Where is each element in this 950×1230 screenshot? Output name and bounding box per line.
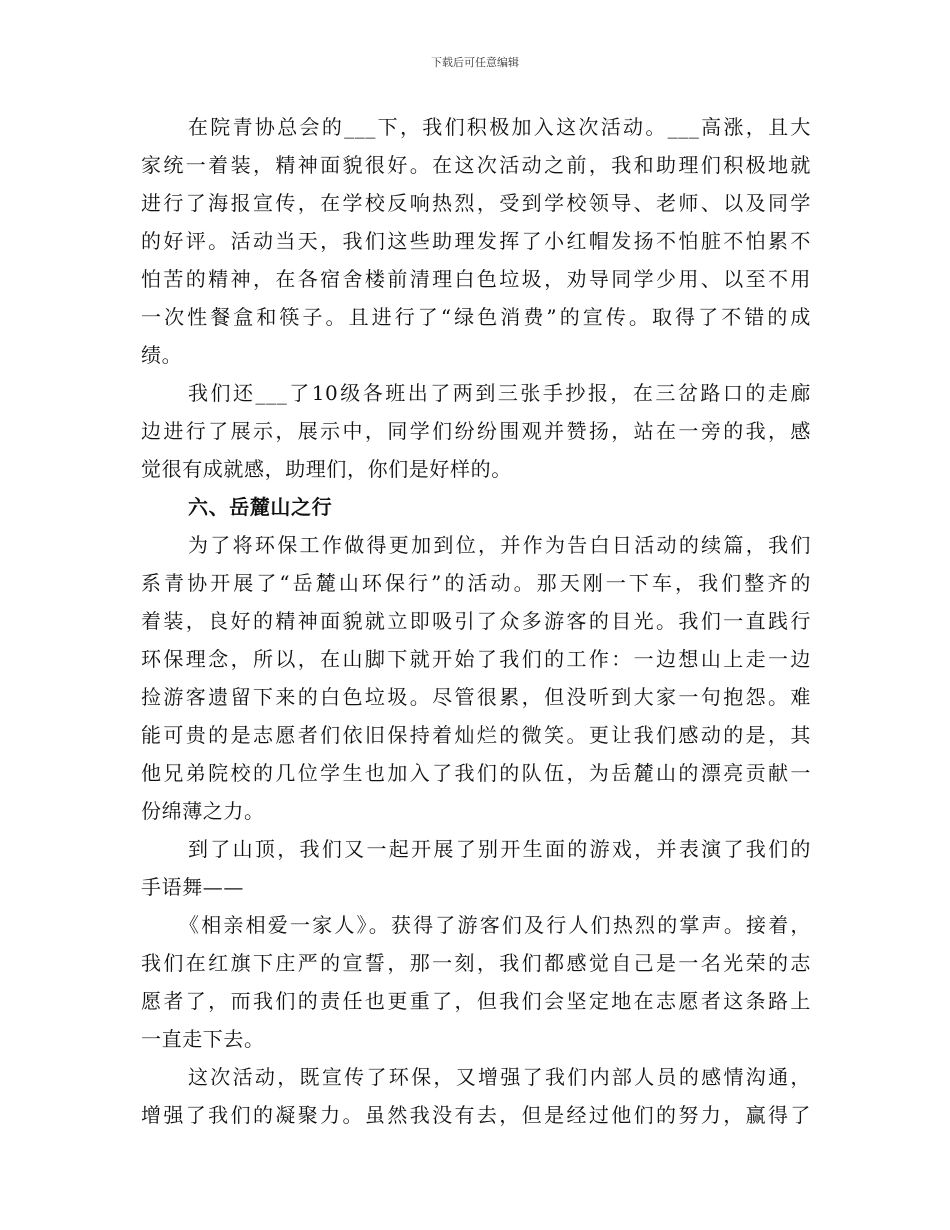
paragraph-line: 环保理念，所以，在山脚下就开始了我们的工作：一边想山上走一边 bbox=[141, 647, 811, 671]
document-body bbox=[141, 108, 811, 1134]
paragraph-line: 我们还___了10级各班出了两到三张手抄报，在三岔路口的走廊 bbox=[188, 381, 811, 405]
paragraph-line: 《相亲相爱一家人》。获得了游客们及行人们热烈的掌声。接着， bbox=[179, 913, 811, 937]
paragraph-line: 系青协开展了“岳麓山环保行”的活动。那天刚一下车，我们整齐的 bbox=[141, 571, 811, 595]
page-header: 下载后可任意编辑 bbox=[431, 56, 519, 69]
paragraph-line: 捡游客遗留下来的白色垃圾。尽管很累，但没听到大家一句抱怨。难 bbox=[141, 685, 811, 709]
paragraph-line: 一次性餐盒和筷子。且进行了“绿色消费”的宣传。取得了不错的成 bbox=[141, 305, 811, 329]
paragraph-line: 绩。 bbox=[141, 343, 183, 367]
paragraph-line: 份绵薄之力。 bbox=[141, 799, 265, 823]
paragraph-line: 觉很有成就感，助理们，你们是好样的。 bbox=[141, 457, 512, 481]
paragraph-line: 到了山顶，我们又一起开展了别开生面的游戏，并表演了我们的 bbox=[188, 837, 811, 861]
paragraph-line: 怕苦的精神，在各宿舍楼前清理白色垃圾，劝导同学少用、以至不用 bbox=[141, 267, 811, 291]
paragraph-line: 能可贵的是志愿者们依旧保持着灿烂的微笑。更让我们感动的是，其 bbox=[141, 723, 811, 747]
paragraph-line: 这次活动，既宣传了环保，又增强了我们内部人员的感情沟通， bbox=[188, 1065, 811, 1089]
paragraph-line: 在院青协总会的___下，我们积极加入这次活动。___高涨，且大 bbox=[188, 115, 811, 139]
paragraph-line: 愿者了，而我们的责任也更重了，但我们会坚定地在志愿者这条路上 bbox=[141, 989, 811, 1013]
paragraph-line: 家统一着装，精神面貌很好。在这次活动之前，我和助理们积极地就 bbox=[141, 153, 811, 177]
paragraph-line: 的好评。活动当天，我们这些助理发挥了小红帽发扬不怕脏不怕累不 bbox=[141, 229, 811, 253]
paragraph-line: 边进行了展示，展示中，同学们纷纷围观并赞扬，站在一旁的我，感 bbox=[141, 419, 811, 443]
paragraph-line: 增强了我们的凝聚力。虽然我没有去，但是经过他们的努力，赢得了 bbox=[141, 1103, 811, 1127]
paragraph-line: 手语舞—— bbox=[141, 875, 244, 899]
paragraph-line: 着装，良好的精神面貌就立即吸引了众多游客的目光。我们一直践行 bbox=[141, 609, 811, 633]
paragraph-line: 我们在红旗下庄严的宣誓，那一刻，我们都感觉自己是一名光荣的志 bbox=[141, 951, 811, 975]
paragraph-line: 他兄弟院校的几位学生也加入了我们的队伍，为岳麓山的漂亮贡献一 bbox=[141, 761, 811, 785]
paragraph-line: 一直走下去。 bbox=[141, 1027, 265, 1051]
paragraph-line: 为了将环保工作做得更加到位，并作为告白日活动的续篇，我们 bbox=[188, 533, 811, 557]
paragraph-line: 进行了海报宣传，在学校反响热烈，受到学校领导、老师、以及同学 bbox=[141, 191, 811, 215]
section-heading: 六、岳麓山之行 bbox=[188, 495, 333, 519]
